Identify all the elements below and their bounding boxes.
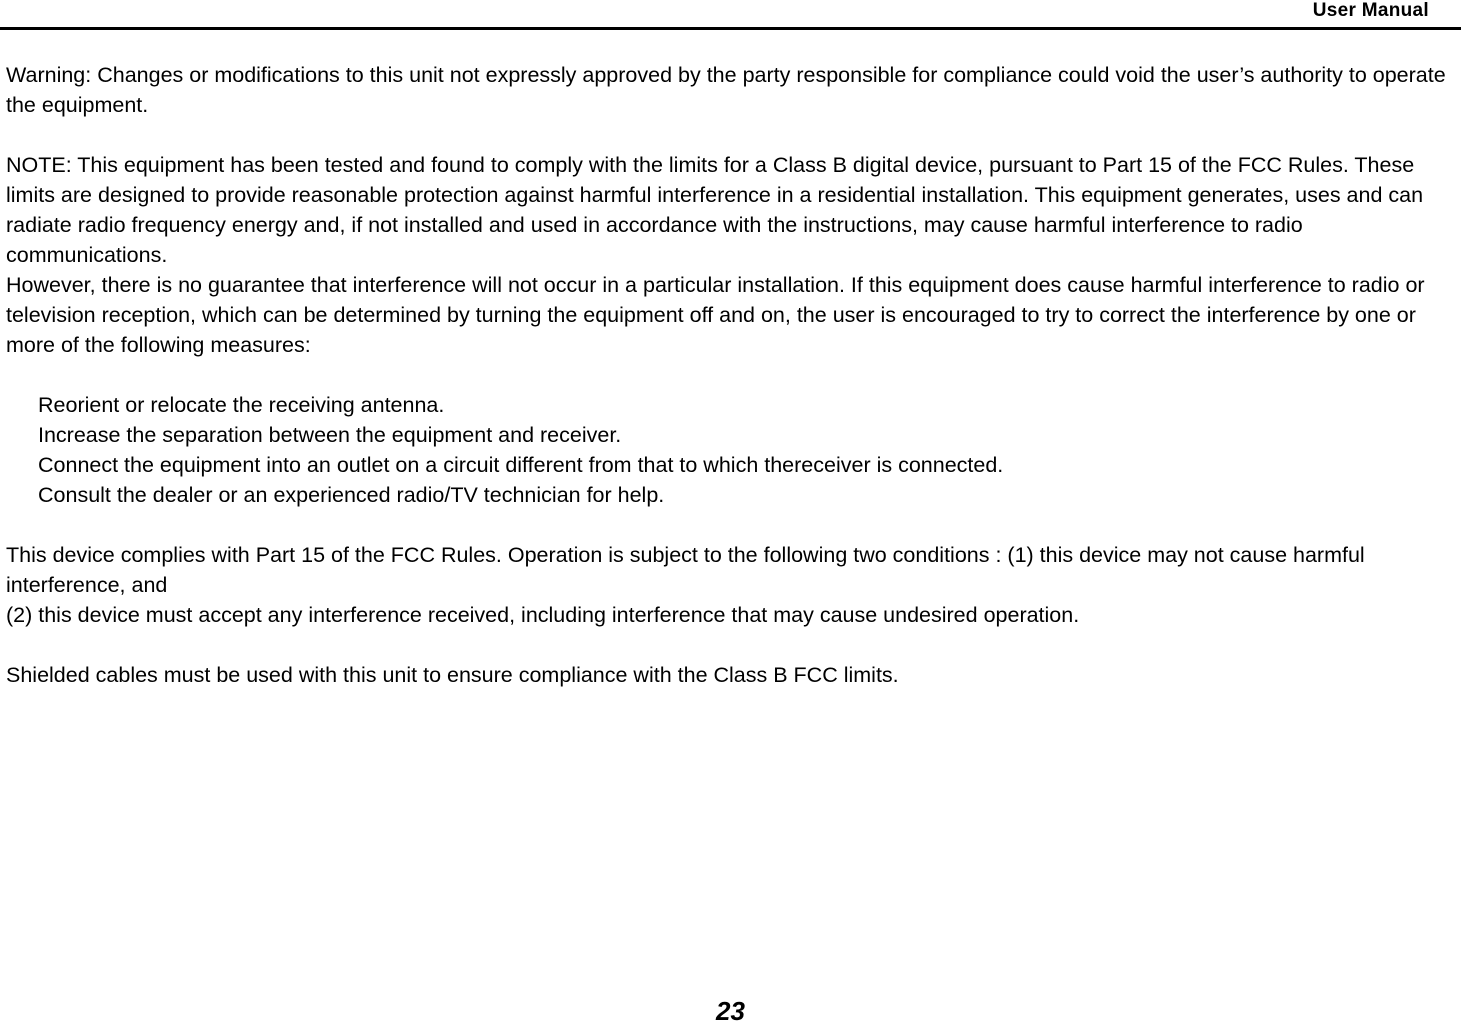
list-item: Increase the separation between the equipment and receiver.	[38, 423, 622, 447]
list-item: Connect the equipment into an outlet on a circuit different from that to which thereceiver is connected.	[38, 453, 1004, 477]
compliance-conditions-paragraph: (2) this device must accept any interference received, including interference that may cause undesired operation.	[6, 603, 1080, 627]
page-number: 23	[716, 996, 745, 1026]
compliance-paragraph: This device complies with Part 15 of the FCC Rules. Operation is subject to the following two conditions : (1) this device may not cause harmful interference, and	[6, 543, 1365, 597]
warning-paragraph: Warning: Changes or modifications to this unit not expressly approved by the party responsible for compliance could void the user’s authority to operate the equipment.	[6, 63, 1446, 117]
header-title: User Manual	[1312, 0, 1429, 21]
list-item: Reorient or relocate the receiving antenna.	[38, 393, 445, 417]
note-paragraph: NOTE: This equipment has been tested and found to comply with the limits for a Class B digital device, pursuant to Part 15 of the FCC Rules. These limits are designed to provide reasonable protection against harmful interference in a residential installation. This equipment generates, uses and can radiate radio frequency energy and, if not installed and used in accordance with the instructions, may cause harmful interference to radio communications.	[6, 153, 1424, 267]
list-item: Consult the dealer or an experienced radio/TV technician for help.	[38, 483, 665, 507]
measures-list	[6, 390, 1458, 510]
note-continuation-paragraph: However, there is no guarantee that interference will not occur in a particular installation. If this equipment does cause harmful interference to radio or television reception, which can be determined by turning the equipment off and on, the user is encouraged to try to correct the interference by one or more of the following measures:	[6, 273, 1425, 357]
shielded-cables-paragraph: Shielded cables must be used with this unit to ensure compliance with the Class B FCC limits.	[6, 663, 899, 687]
header-rule	[0, 27, 1461, 30]
document-body	[6, 60, 1458, 720]
